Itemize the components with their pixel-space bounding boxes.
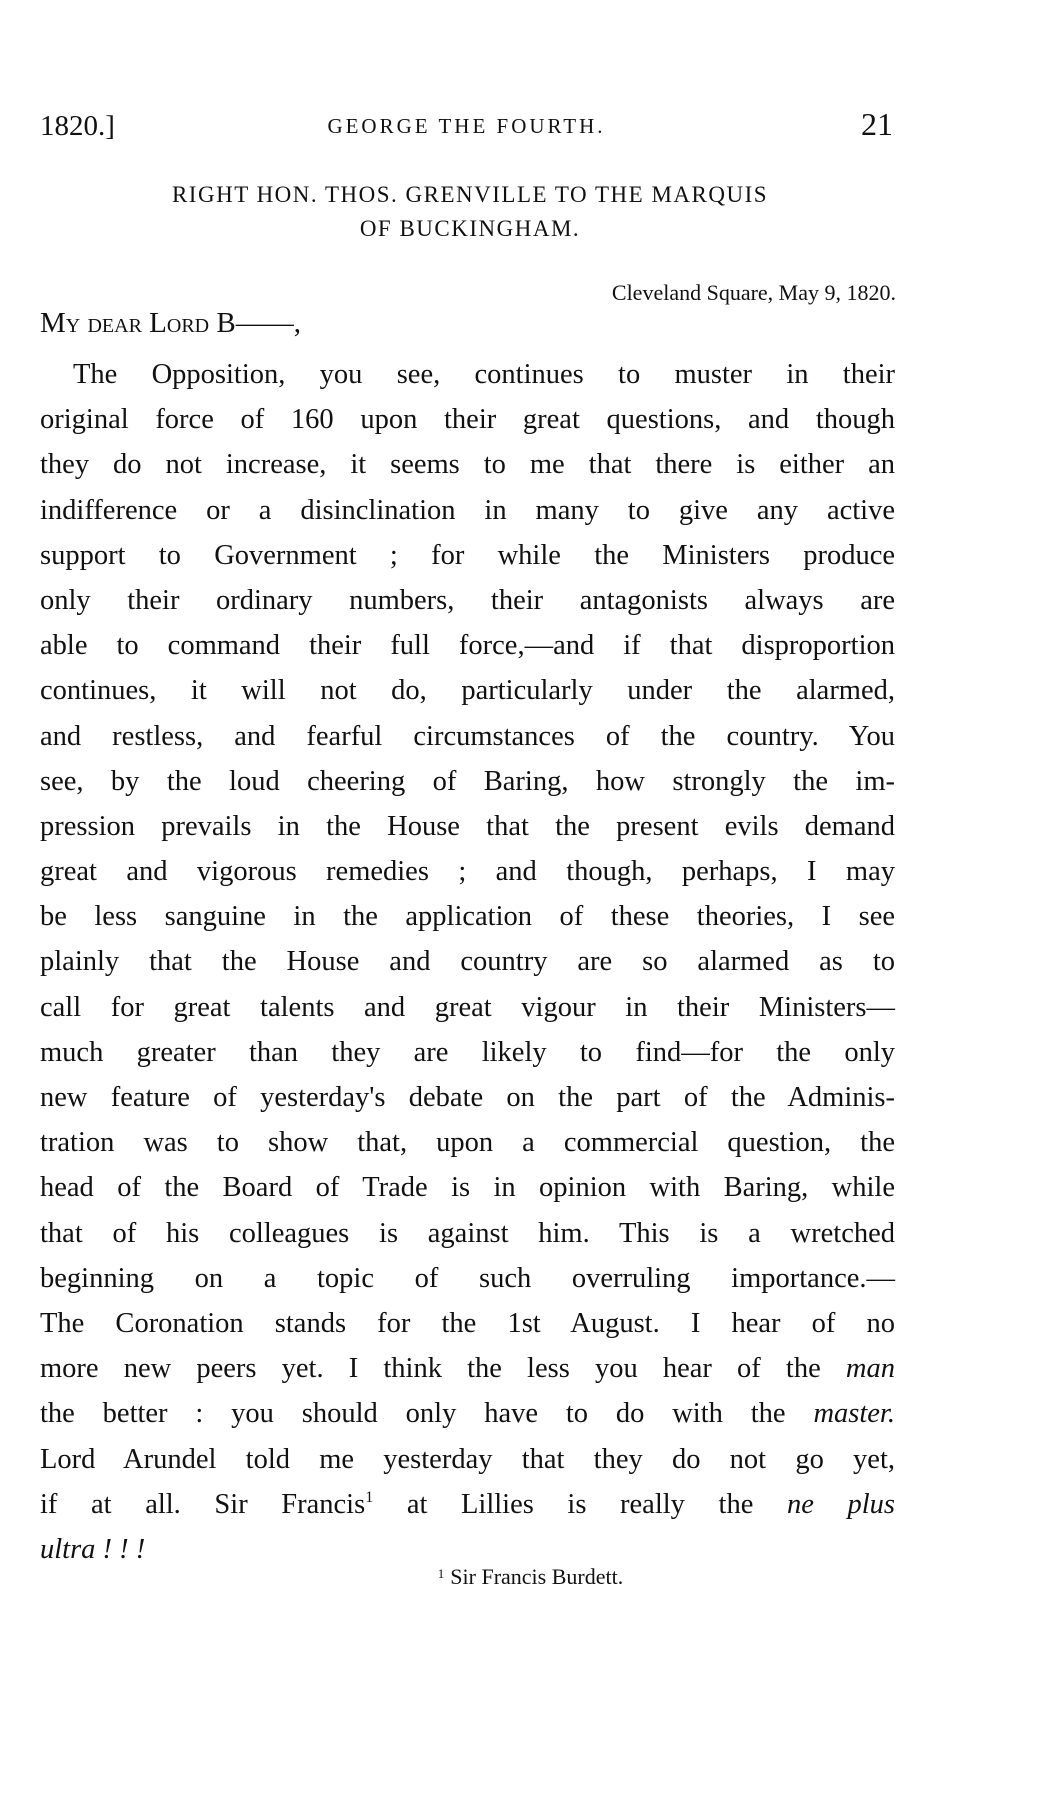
- letter-heading: [60, 178, 880, 246]
- body-line: and restless, and fearful circumstances of the country. You: [40, 720, 895, 752]
- body-line: original force of 160 upon their great questions, and though: [40, 404, 895, 436]
- page-number: 21: [861, 106, 893, 142]
- body-line: continues, it will not do, particularly under the alarmed,: [40, 675, 895, 707]
- body-line-text: more new peers yet. I think the less you hear of the: [40, 1353, 846, 1385]
- footnote-mark: 1: [437, 1566, 445, 1581]
- body-line: much greater than they are likely to find—for the only: [40, 1036, 895, 1068]
- body-line: Lord Arundel told me yesterday that they do not go yet,: [40, 1443, 895, 1475]
- italic-word: ne plus: [786, 1488, 895, 1520]
- footnote: [0, 1564, 1061, 1590]
- body-line: only their ordinary numbers, their antagonists always are: [40, 584, 895, 616]
- dateline: Cleveland Square, May 9, 1820.: [611, 280, 896, 305]
- body-line: plainly that the House and country are so alarmed as to: [40, 946, 895, 978]
- body-line: great and vigorous remedies ; and though, perhaps, I may: [40, 856, 895, 888]
- body-line: see, by the loud cheering of Baring, how strongly the im-: [40, 765, 895, 797]
- body-line: [40, 1391, 895, 1436]
- salutation: My dear Lord B——,: [40, 307, 301, 339]
- body-line-text: at Lillies is really the: [373, 1488, 787, 1520]
- body-line: [40, 1346, 895, 1391]
- body-line: [40, 1482, 895, 1527]
- italic-word: ultra ! ! !: [40, 1533, 146, 1565]
- body-line: indifference or a disinclination in many to give any active: [40, 494, 895, 526]
- italic-word: master.: [813, 1398, 895, 1430]
- body-line: tration was to show that, upon a commercial question, the: [40, 1127, 895, 1159]
- body-line: pression prevails in the House that the present evils demand: [40, 810, 895, 842]
- body-line-text: the better : you should only have to do with the: [40, 1398, 814, 1430]
- body-line: able to command their full force,—and if that disproportion: [40, 630, 895, 662]
- footnote-reference: 1: [365, 1488, 374, 1506]
- body-line: call for great talents and great vigour in their Ministers—: [40, 991, 895, 1023]
- body-line: head of the Board of Trade is in opinion with Baring, while: [40, 1172, 895, 1204]
- body-line: that of his colleagues is against him. This is a wretched: [40, 1217, 895, 1249]
- letter-heading-line-2: OF BUCKINGHAM.: [359, 216, 581, 241]
- body-line: be less sanguine in the application of these theories, I see: [40, 901, 895, 933]
- letter-heading-line-1: RIGHT HON. THOS. GRENVILLE TO THE MARQUIS: [171, 182, 769, 207]
- footnote-text: Sir Francis Burdett.: [450, 1564, 624, 1589]
- body-line: The Opposition, you see, continues to muster in their: [73, 359, 895, 390]
- italic-word: man: [845, 1353, 895, 1385]
- body-line: support to Government ; for while the Ministers produce: [40, 539, 895, 571]
- running-head: [40, 106, 893, 150]
- body-line: new feature of yesterday's debate on the part of the Adminis-: [40, 1082, 895, 1113]
- body-line: they do not increase, it seems to me that there is either an: [40, 449, 895, 481]
- letter-body: [40, 352, 895, 1572]
- body-line: beginning on a topic of such overruling importance.—: [40, 1262, 895, 1294]
- body-line-text: if at all. Sir Francis: [40, 1488, 366, 1520]
- body-line: The Coronation stands for the 1st August. I hear of no: [40, 1307, 895, 1339]
- running-head-title: GEORGE THE FOURTH.: [327, 114, 606, 138]
- running-head-year: 1820.]: [40, 110, 115, 142]
